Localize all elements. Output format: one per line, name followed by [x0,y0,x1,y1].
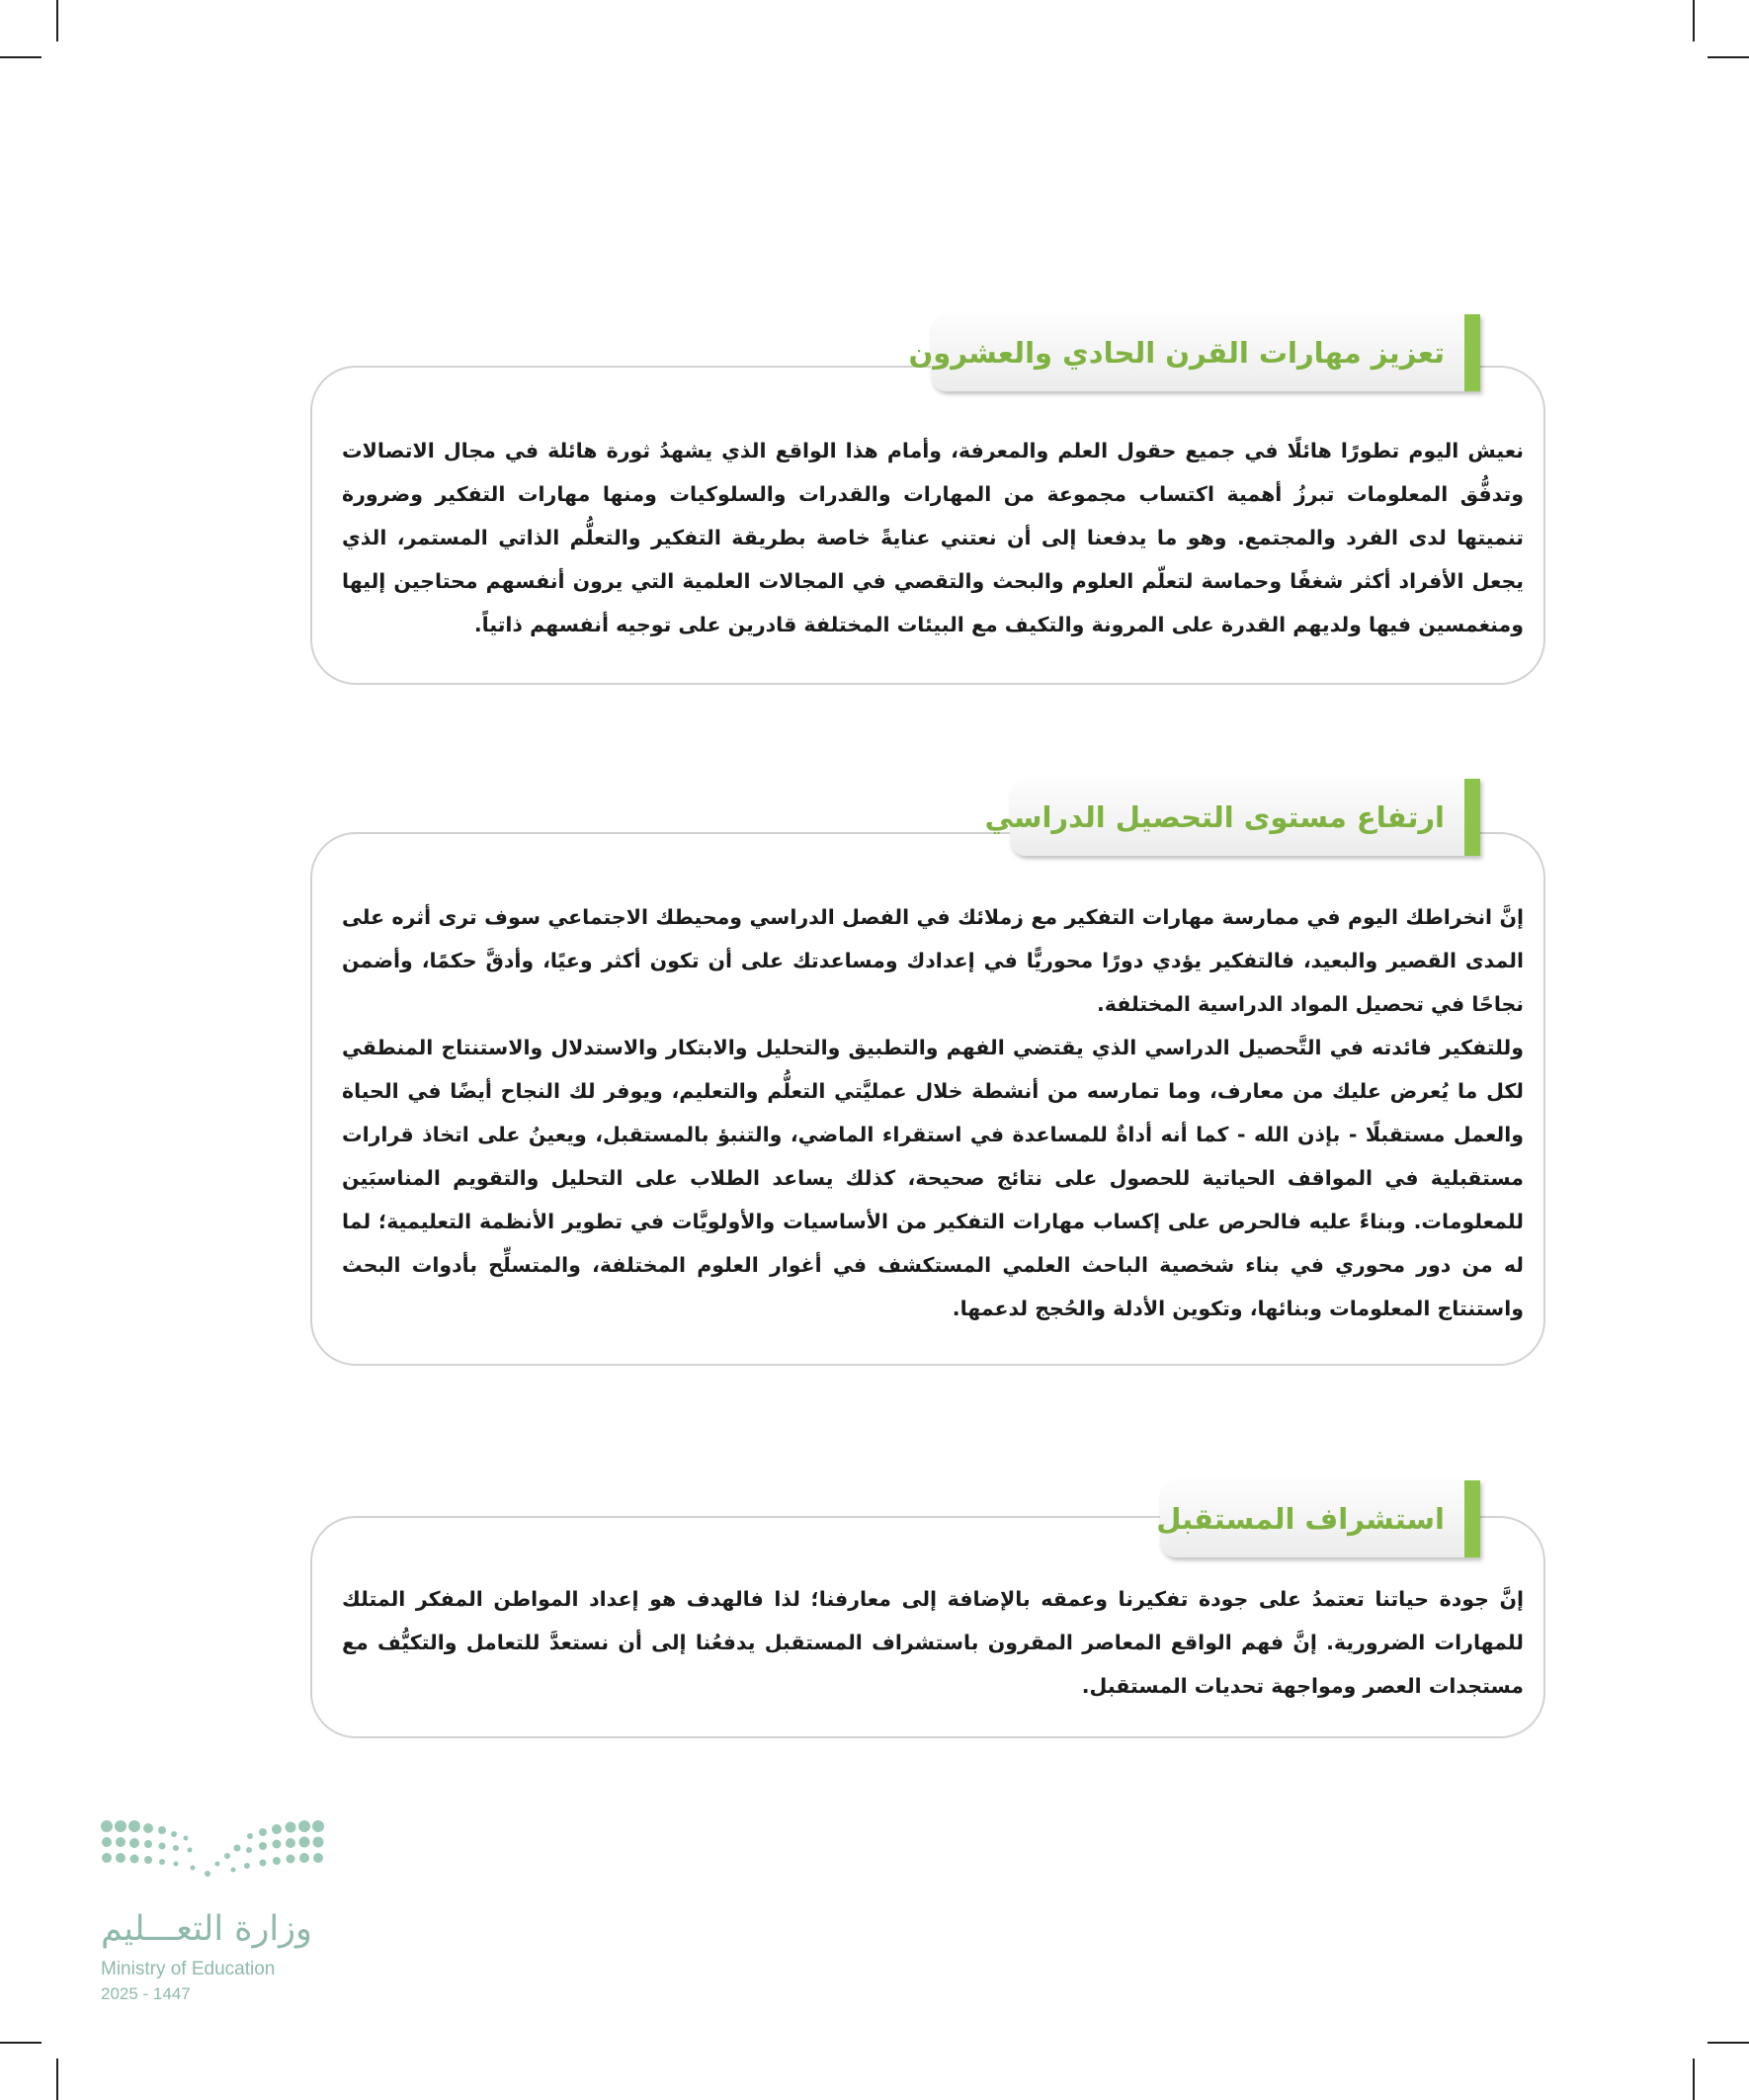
paragraph: نعيش اليوم تطورًا هائلًا في جميع حقول العلم والمعرفة، وأمام هذا الواقع الذي يشهدُ ثورة هائلة في مجال الاتصالات وتدفُّق المعلومات تبرزُ أهمية اكتساب مجموعة من المهارات والقدرات والسلوكيات ومنها مهارات التفكير وضرورة تنميتها لدى الفرد والمجتمع. وهو ما يدفعنا إلى أن نعتني عنايةً خاصة بطريقة التفكير والتعلُّم الذاتي المستمر، الذي يجعل الأفراد أكثر شغفًا وحماسة لتعلّم العلوم والبحث والتقصي في المجالات العلمية التي يرون أنفسهم محتاجين إليها ومنغمسين فيها ولديهم القدرة على المرونة والتكيف مع البيئات المختلفة قادرين على توجيه أنفسهم ذاتياً. [342,439,1524,636]
section-body [342,895,1524,1330]
paragraph: إنَّ انخراطك اليوم في ممارسة مهارات التفكير مع زملائك في الفصل الدراسي ومحيطك الاجتماعي سوف ترى أثره على المدى القصير والبعيد، فالتفكير يؤدي دورًا محوريًّا في إعدادك ومساعدتك على أن تكون أكثر وعيًا، وأدقَّ حكمًا، وأضمن نجاحًا في تحصيل المواد الدراسية المختلفة. [342,905,1524,1016]
crop-mark [1707,2042,1749,2044]
accent-bar [1464,1480,1480,1557]
crop-mark [0,2042,42,2044]
section-title: استشراف المستقبل [1156,1502,1445,1536]
section-title: تعزيز مهارات القرن الحادي والعشرون [908,336,1445,370]
crop-mark [56,2058,58,2100]
ministry-name-arabic: وزارة التعـــليم [101,1909,312,1949]
section-title-tab [908,314,1480,391]
section-title: ارتفاع مستوى التحصيل الدراسي [984,800,1445,834]
crop-mark [1707,56,1749,58]
crop-mark [1693,0,1695,42]
edition-year: 2025 - 1447 [101,1984,191,2003]
section-body [342,429,1524,646]
accent-bar [1464,314,1480,391]
section-body [342,1577,1524,1708]
section-title-tab [1156,1480,1480,1557]
crop-mark [1693,2058,1695,2100]
paragraph: وللتفكير فائدته في التَّحصيل الدراسي الذي يقتضي الفهم والتطبيق والتحليل والابتكار والاستدلال والاستنتاج المنطقي لكل ما يُعرض عليك من معارف، وما تمارسه من أنشطة خلال عمليَّتي التعلُّم والتعليم، ويوفر لك النجاح أيضًا في الحياة والعمل مستقبلًا - بإذن الله - كما أنه أداةٌ للمساعدة في استقراء الماضي، والتنبؤ بالمستقبل، ويعينُ على اتخاذ قرارات مستقبلية في المواقف الحياتية للحصول على نتائج صحيحة، كذلك يساعد الطلاب على التحليل والتقويم المناسبَين للمعلومات. وبناءً عليه فالحرص على إكساب مهارات التفكير من الأساسيات والأولويَّات في تطوير الأنظمة التعليمية؛ لما له من دور محوري في بناء شخصية الباحث العلمي المستكشف في أغوار العلوم المختلفة، والمتسلِّح بأدوات البحث واستنتاج المعلومات وبنائها، وتكوين الأدلة والحُجج لدعمها. [342,1036,1524,1320]
crop-mark [0,56,42,58]
paragraph: إنَّ جودة حياتنا تعتمدُ على جودة تفكيرنا وعمقه بالإضافة إلى معارفنا؛ لذا فالهدف هو إعداد المواطن المفكر المتلك للمهارات الضرورية. إنَّ فهم الواقع المعاصر المقرون باستشراف المستقبل يدفعُنا إلى أن نستعدَّ للتعامل والتكيُّف مع مستجدات العصر ومواجهة تحديات المستقبل. [342,1587,1524,1698]
ministry-name-english: Ministry of Education [101,1959,276,1979]
ministry-logo-icon [99,1816,326,1895]
crop-mark [56,0,58,42]
accent-bar [1464,779,1480,856]
section-title-tab [984,779,1480,856]
